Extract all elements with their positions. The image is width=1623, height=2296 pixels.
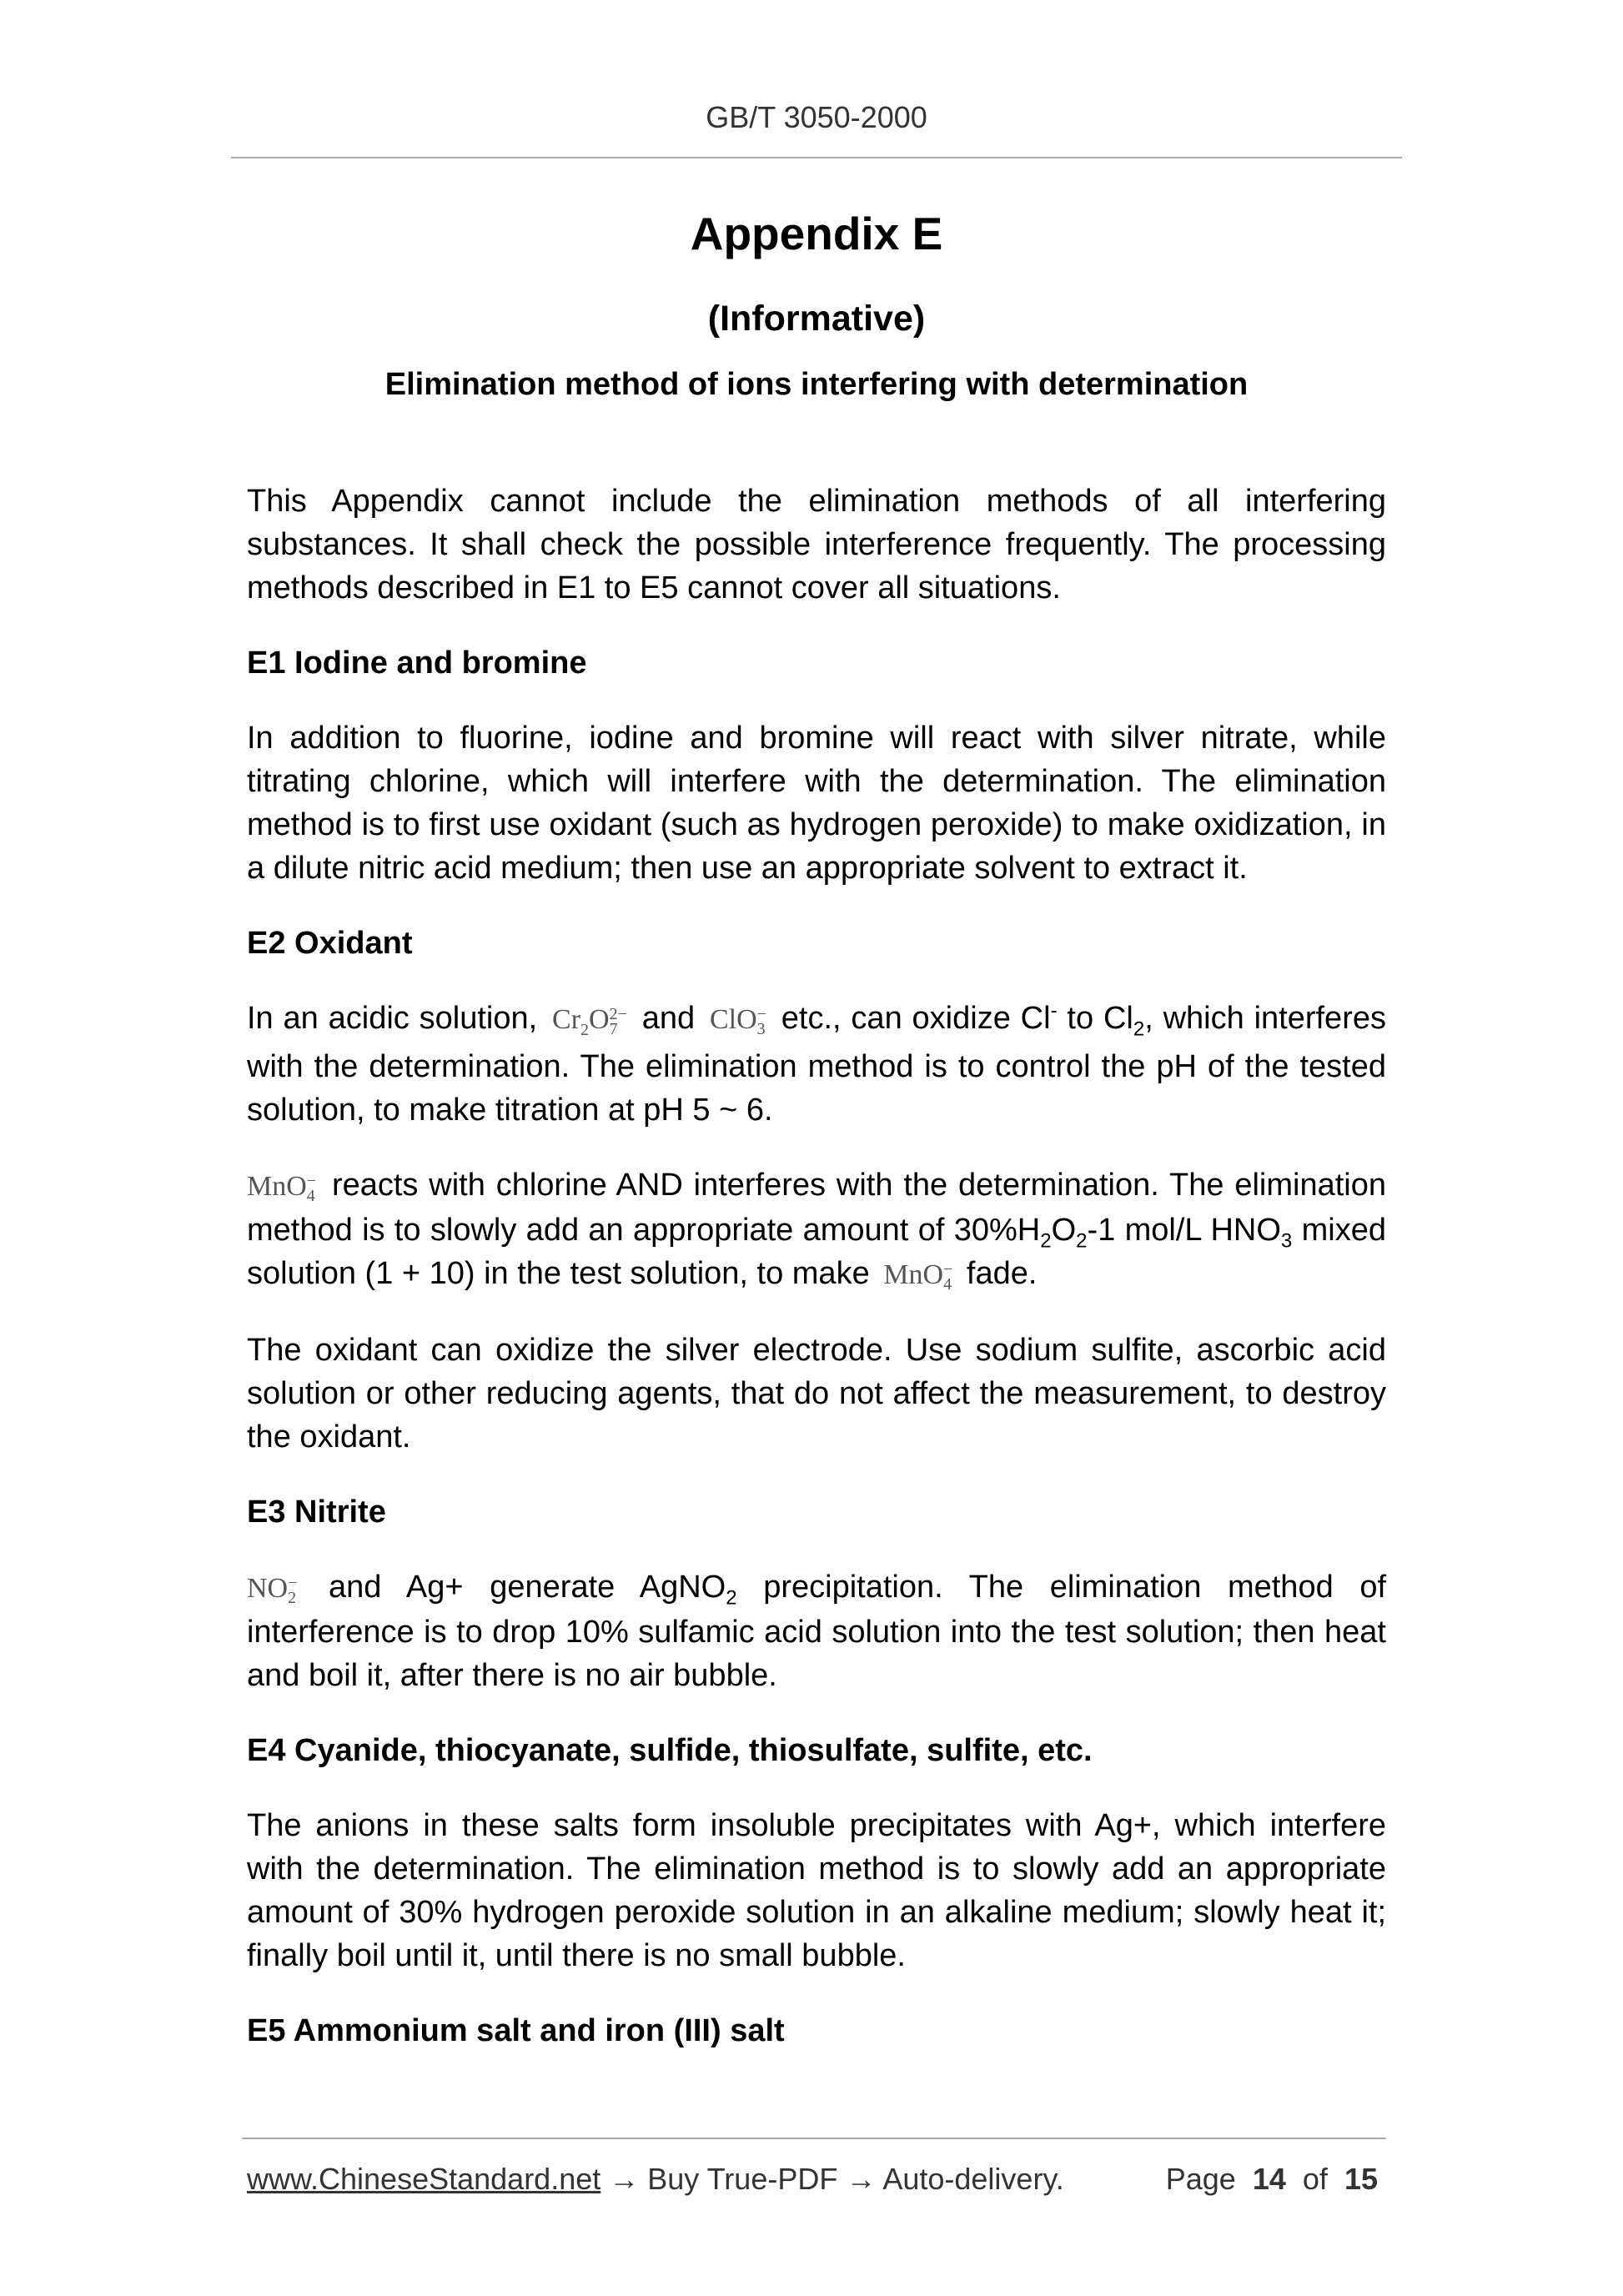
section-heading-e5: E5 Ammonium salt and iron (III) salt [247,2013,785,2048]
section-heading-e1: E1 Iodine and bromine [247,646,587,681]
footer-tail: → Buy True-PDF → Auto-delivery. [609,2162,1064,2196]
e2-p1-text-a: In an acidic solution, [247,1001,538,1036]
e4-paragraph: The anions in these salts form insoluble precipitates with Ag+, which interfere with the determination. The elimination method is to slowly add an appropriate amount of 30% hydrogen peroxide solution in an alkaline medium; slowly heat it; finally boil until it, until there is no small bubble. [247,1808,1386,1973]
permanganate-formula: MnO − 4 [247,1171,317,1206]
document-body [247,480,1386,2084]
page-header: GB/T 3050-2000 [706,100,927,134]
e2-p1-and: and [641,1001,696,1036]
appendix-subtitle: (Informative) [707,299,926,339]
footer-left [247,2162,1064,2197]
appendix-title: Appendix E [690,208,943,259]
header-divider [231,157,1402,158]
e2-paragraph-2: MnO − 4 reacts with chlorine AND interferes with the determination. The elimination method is to slowly add an appropriate amount of $30\%H_2O_2-1$ mol/L $HNO_3$ mixed solution (1 + 10) in the test solution, to make MnO − 4 fade. [247,1168,1386,1294]
e2-p2-text-a: reacts with chlorine AND interferes with the determination. The elimination method is to slowly add an appropriate amount of 30%H [247,1168,1386,1248]
page-footer [247,2162,1378,2197]
chloride-charge: - [1050,999,1058,1022]
e2-paragraph-3: The oxidant can oxidize the silver electrode. Use sodium sulfite, ascorbic acid solution or other reducing agents, that do not affect the measurement, to destroy the oxidant. [247,1333,1386,1454]
e2-p1-text-c: to Cl [1067,1001,1133,1036]
chlorine-subscript: 2 [1133,1017,1145,1041]
permanganate-formula-2: MnO − 4 [883,1259,953,1294]
section-heading-e4: E4 Cyanide, thiocyanate, sulfide, thiosulfate, sulfite, etc. [247,1733,1093,1768]
intro-paragraph: This Appendix cannot include the elimination methods of all interfering substances. It shall check the possible interference frequently. The processing methods described in E1 to E5 cannot cover all situations. [247,484,1386,605]
appendix-heading: Elimination method of ions interfering with determination [384,367,1249,402]
e2-p2-text-c: -1 mol/L HNO [1087,1213,1281,1248]
e2-p1-text-b: etc., can oxidize Cl [781,1001,1051,1036]
e3-paragraph: NO − 2 and Ag+ generate AgNO$_2$ precipitation. The elimination method of interference is to drop 10% sulfamic acid solution into the test solution; then heat and boil it, after there is no air bubble. [247,1570,1387,1693]
e3-text-b: precipitation. The elimination method of interference is to drop 10% sulfamic acid solution into the test solution; then heat and boil it, after there is no air bubble. [247,1570,1387,1693]
section-heading-e2: E2 Oxidant [247,926,413,961]
page-number: Page 14 of 15 [1165,2162,1378,2196]
dichromate-formula: $Cr_2O$ 2− 7 [552,1004,627,1039]
chinesestandard-link[interactable]: www.ChineseStandard.net [247,2162,601,2196]
nitrite-formula: NO − 2 [247,1573,298,1608]
footer-divider [242,2138,1386,2139]
section-heading-e3: E3 Nitrite [247,1495,386,1530]
e2-p2-text-d: mixed solution (1 + 10) in the test solution, to make [247,1213,1386,1291]
chlorate-formula: ClO − 3 [709,1004,766,1039]
e3-text-a: and Ag+ generate AgNO [329,1570,726,1605]
e2-p2-text-e: fade. [966,1256,1038,1291]
e2-paragraph-1 [247,997,1386,1132]
e1-paragraph: In addition to fluorine, iodine and bromine will react with silver nitrate, while titrating chlorine, which will interfere with the determination. The elimination method is to first use oxidant (such as hydrogen peroxide) to make oxidization, in a dilute nitric acid medium; then use an appropriate solvent to extract it. [247,721,1386,886]
e2-p1-text-d: , which interferes with the determination. The elimination method is to control the pH of the tested solution, to make titration at pH 5 ~ 6. [247,1001,1386,1128]
